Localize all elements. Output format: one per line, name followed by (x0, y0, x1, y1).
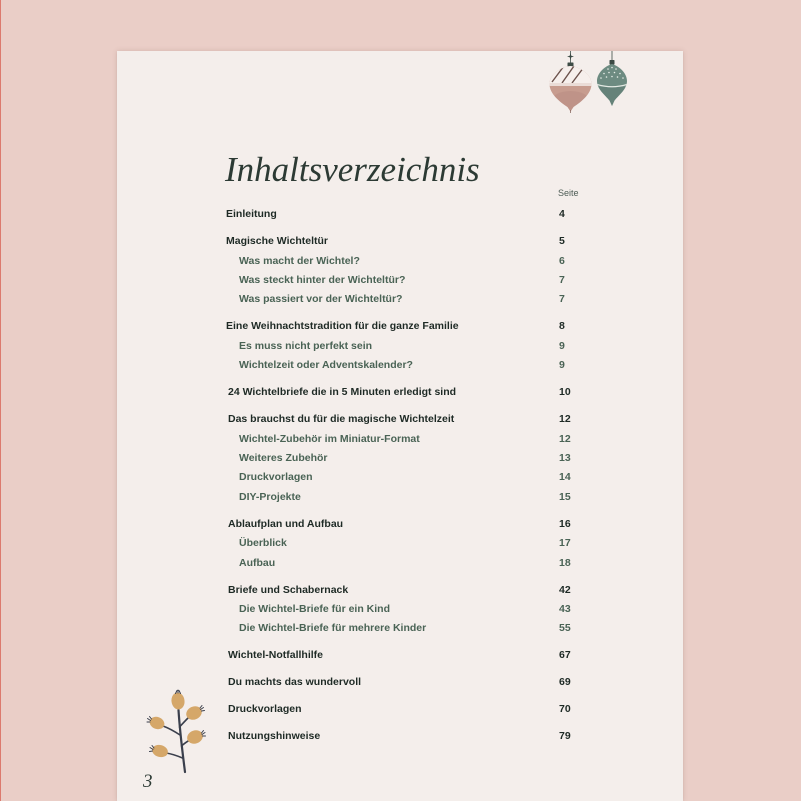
toc-entry-page: 69 (559, 676, 571, 689)
toc-subentry-title: Was passiert vor der Wichteltür? (239, 293, 403, 306)
toc-entry (226, 673, 586, 692)
ornaments-decoration (540, 47, 640, 115)
toc-subentry-page: 18 (559, 556, 571, 569)
toc-entry-page: 8 (559, 320, 565, 333)
toc-entry (226, 410, 586, 429)
toc-section (226, 205, 586, 224)
toc-subentry-page: 9 (559, 359, 565, 372)
toc-section (226, 581, 586, 639)
toc-section (226, 515, 586, 573)
toc-subentry (226, 356, 586, 375)
toc-section (226, 383, 586, 402)
toc-section (226, 410, 586, 507)
toc-entry-page: 67 (559, 649, 571, 662)
berry-branch-icon (140, 682, 215, 774)
page-number: 3 (143, 771, 153, 792)
toc-subentry (226, 619, 586, 638)
toc-entry-title: Eine Weihnachtstradition für die ganze Familie (226, 320, 459, 333)
toc-entry (226, 581, 586, 600)
toc-entry-page: 10 (559, 386, 571, 399)
toc-subentry (226, 449, 586, 468)
toc-subentry-title: Es muss nicht perfekt sein (239, 339, 373, 352)
toc-entry-page: 5 (559, 235, 565, 248)
toc-entry (226, 515, 586, 534)
toc-entry-title: Magische Wichteltür (226, 235, 329, 248)
toc-section (226, 232, 586, 310)
toc-subentry-title: Druckvorlagen (239, 471, 313, 484)
toc-subentry-page: 6 (559, 254, 565, 267)
toc-entry (226, 383, 586, 402)
toc-entry-page: 42 (559, 583, 571, 596)
toc-subentry-page: 13 (559, 451, 571, 464)
toc-subentry-page: 12 (559, 432, 571, 445)
toc-subentry-title: Wichtelzeit oder Adventskalender? (239, 359, 413, 372)
toc-subentry (226, 554, 586, 573)
toc-entry-title: Das brauchst du für die magische Wichtelzeit (228, 413, 455, 426)
toc-subentry-page: 7 (559, 293, 565, 306)
toc-entry-title: Einleitung (226, 208, 277, 221)
toc-section (226, 727, 586, 746)
dotted-bauble-icon (590, 47, 640, 115)
toc-subentry-title: Überblick (239, 537, 287, 550)
toc-subentry (226, 468, 586, 487)
toc-section (226, 317, 586, 375)
toc-subentry-title: Die Wichtel-Briefe für mehrere Kinder (239, 622, 427, 635)
toc-subentry (226, 337, 586, 356)
toc-subentry (226, 252, 586, 271)
berry-icon (170, 692, 185, 711)
berry-icon (185, 728, 204, 746)
toc-entry (226, 205, 586, 224)
toc-subentry-title: DIY-Projekte (239, 490, 301, 503)
toc-entry-title: 24 Wichtelbriefe die in 5 Minuten erledigt sind (228, 386, 457, 399)
toc-title: Inhaltsverzeichnis (225, 150, 480, 189)
toc-subentry-title: Was steckt hinter der Wichteltür? (239, 274, 406, 287)
toc-subentry-title: Weiteres Zubehör (239, 451, 328, 464)
toc-subentry-page: 14 (559, 471, 571, 484)
toc-entry (226, 727, 586, 746)
toc-entry-title: Ablaufplan und Aufbau (228, 517, 344, 530)
toc-entry-page: 16 (559, 517, 571, 530)
berry-icon (151, 743, 170, 759)
table-of-contents (226, 205, 586, 746)
toc-subentry (226, 290, 586, 309)
striped-bauble-icon (540, 47, 600, 115)
toc-entry-page: 79 (559, 730, 571, 743)
toc-entry (226, 700, 586, 719)
toc-subentry (226, 488, 586, 507)
toc-subentry-title: Wichtel-Zubehör im Miniatur-Format (239, 432, 420, 445)
toc-subentry (226, 430, 586, 449)
toc-subentry-page: 17 (559, 537, 571, 550)
toc-entry (226, 646, 586, 665)
toc-section (226, 646, 586, 665)
toc-subentry-title: Was macht der Wichtel? (239, 254, 360, 267)
left-edge-line (0, 0, 1, 801)
toc-entry-title: Druckvorlagen (228, 703, 302, 716)
toc-entry-title: Nutzungshinweise (228, 730, 321, 743)
toc-subentry-page: 15 (559, 490, 571, 503)
toc-entry-page: 12 (559, 413, 571, 426)
page-column-label: Seite (558, 188, 579, 198)
toc-entry (226, 232, 586, 251)
toc-subentry (226, 600, 586, 619)
toc-entry-page: 4 (559, 208, 565, 221)
toc-subentry-title: Aufbau (239, 556, 276, 569)
toc-subentry-title: Die Wichtel-Briefe für ein Kind (239, 602, 391, 615)
toc-entry-title: Wichtel-Notfallhilfe (228, 649, 323, 662)
toc-subentry-page: 55 (559, 622, 571, 635)
toc-section (226, 673, 586, 692)
toc-section (226, 700, 586, 719)
toc-subentry-page: 9 (559, 339, 565, 352)
toc-subentry (226, 271, 586, 290)
toc-entry (226, 317, 586, 336)
toc-subentry-page: 7 (559, 274, 565, 287)
toc-entry-title: Du machts das wundervoll (228, 676, 362, 689)
toc-subentry-page: 43 (559, 602, 571, 615)
toc-entry-page: 70 (559, 703, 571, 716)
toc-subentry (226, 534, 586, 553)
toc-entry-title: Briefe und Schabernack (228, 583, 349, 596)
